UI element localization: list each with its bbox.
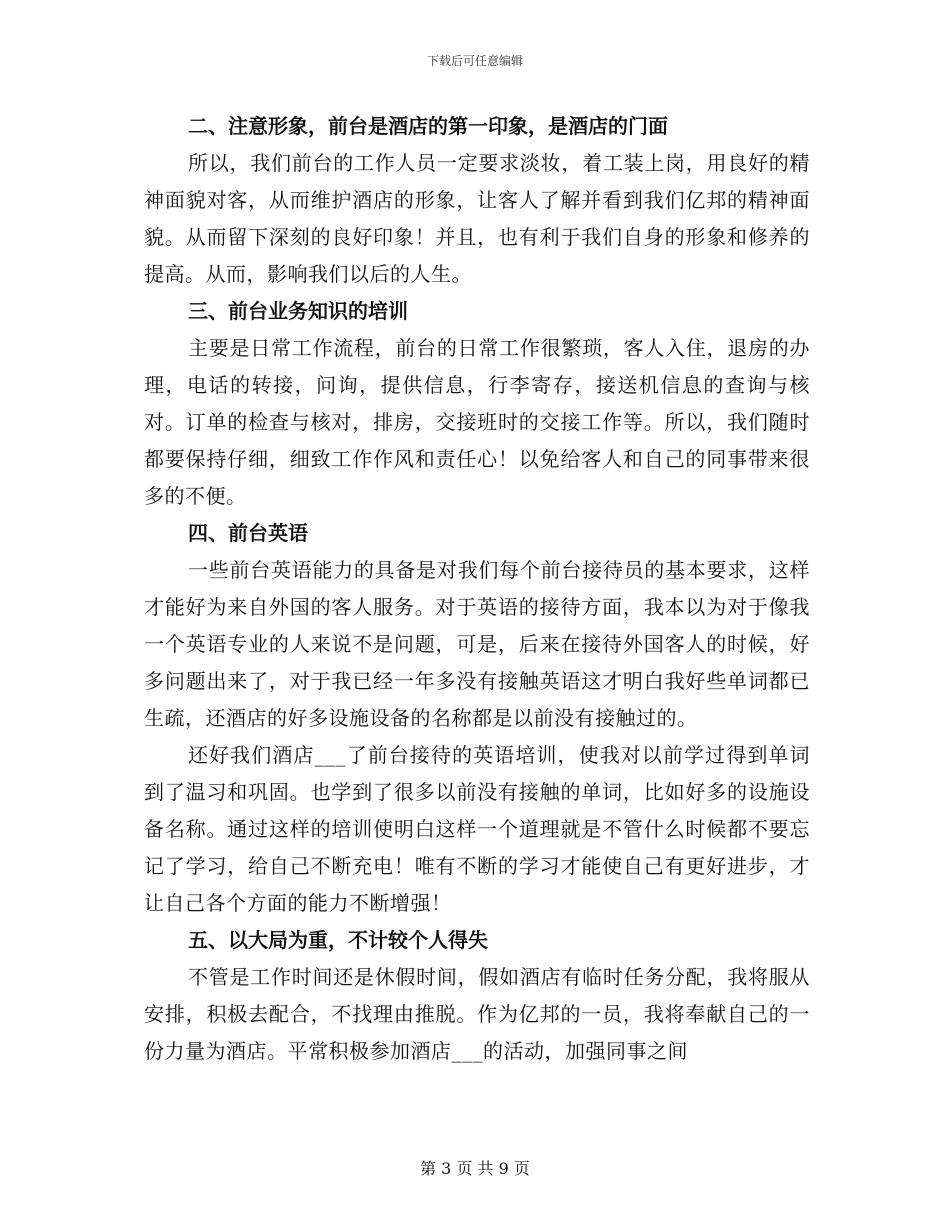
section-heading-2: 二、注意形象，前台是酒店的第一印象，是酒店的门面 — [188, 114, 668, 138]
section-heading-4: 四、前台英语 — [188, 521, 308, 545]
section-paragraph-4a: 一些前台英语能力的具备是对我们每个前台接待员的基本要求，这样才能好为来自外国的客人服务。对于英语的接待方面，我本以为对于像我一个英语专业的人来说不是问题，可是，后来在接待外国客人的时候，好多问题出来了，对于我已经一年多没有接触英语这才明白我好些单词都已生疏，还酒店的好多设施设备的名称都是以前没有接触过的。 — [144, 558, 810, 730]
section-paragraph-5: 不管是工作时间还是休假时间，假如酒店有临时任务分配，我将服从安排，积极去配合，不找理由推脱。作为亿邦的一员，我将奉献自己的一份力量为酒店。平常积极参加酒店___的活动，加强同事之间 — [144, 965, 810, 1063]
section-paragraph-4b: 还好我们酒店___了前台接待的英语培训，使我对以前学过得到单词到了温习和巩固。也学到了很多以前没有接触的单词，比如好多的设施设备名称。通过这样的培训使明白这样一个道理就是不管什么时候都不要忘记了学习，给自己不断充电！唯有不断的学习才能使自己有更好进步，才让自己各个方面的能力不断增强！ — [144, 743, 810, 915]
page-footer: 第 3 页 共 9 页 — [420, 1159, 530, 1178]
section-heading-3: 三、前台业务知识的培训 — [188, 299, 408, 323]
document-body — [144, 108, 810, 1070]
section-heading-5: 五、以大局为重，不计较个人得失 — [188, 928, 488, 952]
page-header: 下载后可任意编辑 — [426, 54, 523, 68]
section-paragraph-3: 主要是日常工作流程，前台的日常工作很繁琐，客人入住，退房的办理，电话的转接，问询，提供信息，行李寄存，接送机信息的查询与核对。订单的检查与核对，排房，交接班时的交接工作等。所以，我们随时都要保持仔细，细致工作作风和责任心！以免给客人和自己的同事带来很多的不便。 — [144, 336, 810, 508]
section-paragraph-2: 所以，我们前台的工作人员一定要求淡妆，着工装上岗，用良好的精神面貌对客，从而维护酒店的形象，让客人了解并看到我们亿邦的精神面貌。从而留下深刻的良好印象！并且，也有利于我们自身的形象和修养的提高。从而，影响我们以后的人生。 — [144, 151, 810, 286]
